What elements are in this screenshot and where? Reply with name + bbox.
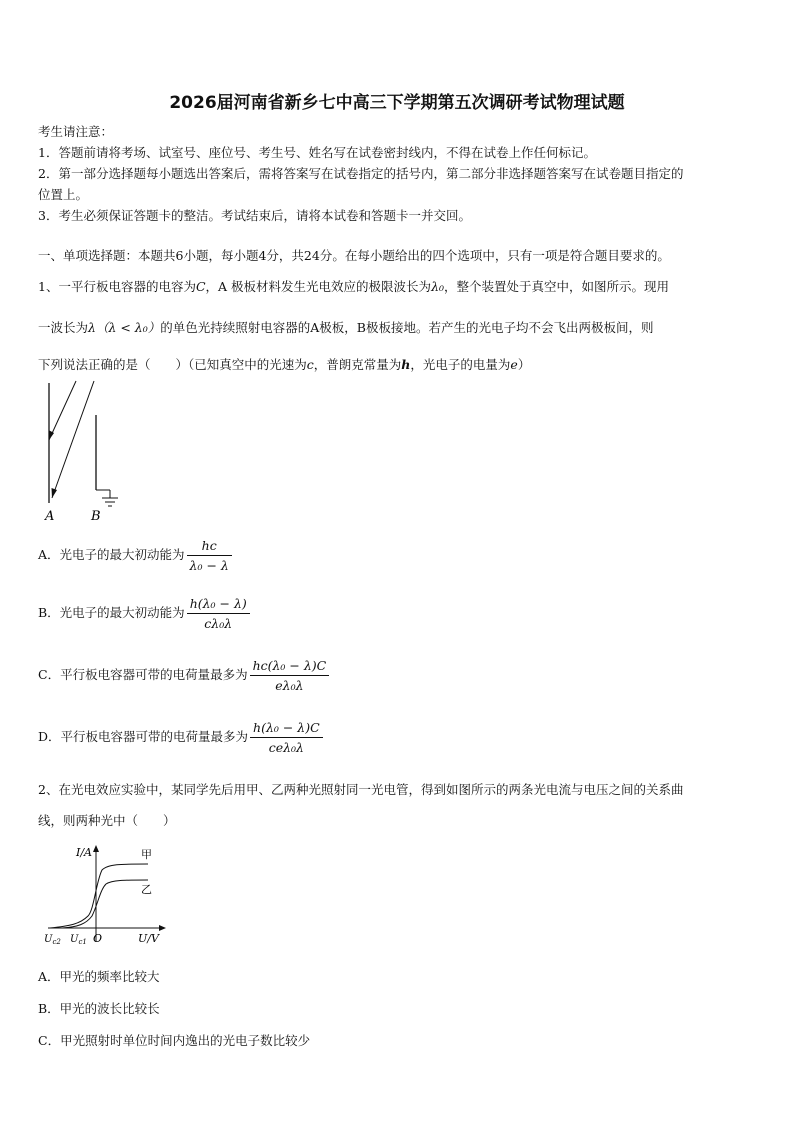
q1-line-1 <box>38 277 669 295</box>
q2-line-1: 2、在光电效应实验中，某同学先后用甲、乙两种光照射同一光电管，得到如图所示的两条光电流与电压之间的关系曲 <box>38 782 684 797</box>
tick-label-uc1: $U_{c1}$ <box>70 934 87 946</box>
notice-item-2-cont: 位置上。 <box>38 187 89 202</box>
q1-symbol-lambda0: λ₀ <box>431 279 444 294</box>
q2-line-2: 线，则两种光中（ ） <box>38 813 176 828</box>
q1-line-3 <box>38 355 530 373</box>
label-a: A <box>45 509 55 524</box>
option-text: C．平行板电容器可带的电荷量最多为 <box>38 667 248 682</box>
denominator: λ₀ − λ <box>189 558 229 573</box>
curve-label-jia: 甲 <box>141 848 152 861</box>
option-text: D．平行板电容器可带的电荷量最多为 <box>38 729 249 744</box>
tick-label-uc2: $U_{c2}$ <box>44 934 61 946</box>
q1-text: 下列说法正确的是（ ）（已知真空中的光速为 <box>38 357 307 372</box>
q2-option-a[interactable]: A．甲光的频率比较大 <box>38 969 160 984</box>
q1-option-d[interactable] <box>38 720 323 755</box>
q1-text: 一波长为 <box>38 320 89 335</box>
curve-label-yi: 乙 <box>141 883 152 896</box>
y-axis-arrow <box>93 845 99 852</box>
fraction <box>187 538 232 573</box>
q2-option-c[interactable]: C．甲光照射时单位时间内逸出的光电子数比较少 <box>38 1033 311 1048</box>
light-ray-2 <box>52 381 94 498</box>
denominator: ceλ₀λ <box>268 740 304 755</box>
arrow-head-2 <box>52 488 58 498</box>
q1-symbol-lambda: λ <box>88 320 96 335</box>
q1-option-b[interactable] <box>38 596 250 631</box>
q1-text: ，整个装置处于真空中，如图所示。现用 <box>444 279 670 294</box>
page-title: 2026届河南省新乡七中高三下学期第五次调研考试物理试题 <box>169 93 625 113</box>
q1-symbol-e: e <box>510 357 518 372</box>
q1-text: ） <box>517 357 531 372</box>
x-axis-label: U/V <box>138 932 159 945</box>
y-axis-label: I/A <box>76 846 92 859</box>
numerator: hc(λ₀ − λ)C <box>250 658 330 676</box>
numerator: hc <box>187 538 232 556</box>
option-text: A．光电子的最大初动能为 <box>38 547 185 562</box>
x-axis-arrow <box>159 925 166 931</box>
fraction <box>187 596 250 631</box>
iu-curve-graph <box>40 842 170 948</box>
q1-condition: （λ < λ₀） <box>95 320 161 335</box>
q1-text: 1、一平行板电容器的电容为 <box>38 279 196 294</box>
q1-text: 的单色光持续照射电容器的A极板，B极板接地。若产生的光电子均不会飞出两极板间，则 <box>160 320 654 335</box>
curve-jia <box>50 864 148 928</box>
notice-item-1: 1．答题前请将考场、试室号、座位号、考生号、姓名写在试卷密封线内，不得在试卷上作任何标记。 <box>38 145 596 160</box>
q1-symbol-c: c <box>306 357 314 372</box>
q1-line-2 <box>38 318 653 336</box>
fraction <box>250 720 323 755</box>
notice-item-2: 2．第一部分选择题每小题选出答案后，需将答案写在试卷指定的括号内，第二部分非选择题答案写在试卷题目指定的 <box>38 166 684 181</box>
curve-yi <box>62 880 148 928</box>
q1-option-c[interactable] <box>38 658 329 693</box>
light-ray-1 <box>49 381 76 440</box>
notice-heading: 考生请注意： <box>38 124 114 139</box>
section-heading: 一、单项选择题：本题共6小题，每小题4分，共24分。在每小题给出的四个选项中，只有一项是符合题目要求的。 <box>38 248 670 263</box>
numerator: h(λ₀ − λ) <box>187 596 250 614</box>
label-b: B <box>91 509 101 524</box>
q1-symbol-C: C <box>195 279 206 294</box>
origin-label: O <box>93 932 103 945</box>
q1-text: ，光电子的电量为 <box>410 357 511 372</box>
fraction <box>250 658 330 693</box>
capacitor-diagram <box>36 378 136 526</box>
q1-option-a[interactable] <box>38 538 232 573</box>
option-text: B．光电子的最大初动能为 <box>38 605 185 620</box>
q1-symbol-h: h <box>401 357 411 372</box>
numerator: h(λ₀ − λ)C <box>250 720 323 738</box>
q2-option-b[interactable]: B．甲光的波长比较长 <box>38 1001 160 1016</box>
q1-text: ，A 极板材料发生光电效应的极限波长为 <box>205 279 432 294</box>
denominator: eλ₀λ <box>275 678 304 693</box>
q1-text: ，普朗克常量为 <box>313 357 402 372</box>
notice-item-3: 3．考生必须保证答题卡的整洁。考试结束后，请将本试卷和答题卡一并交回。 <box>38 208 471 223</box>
denominator: cλ₀λ <box>204 616 233 631</box>
